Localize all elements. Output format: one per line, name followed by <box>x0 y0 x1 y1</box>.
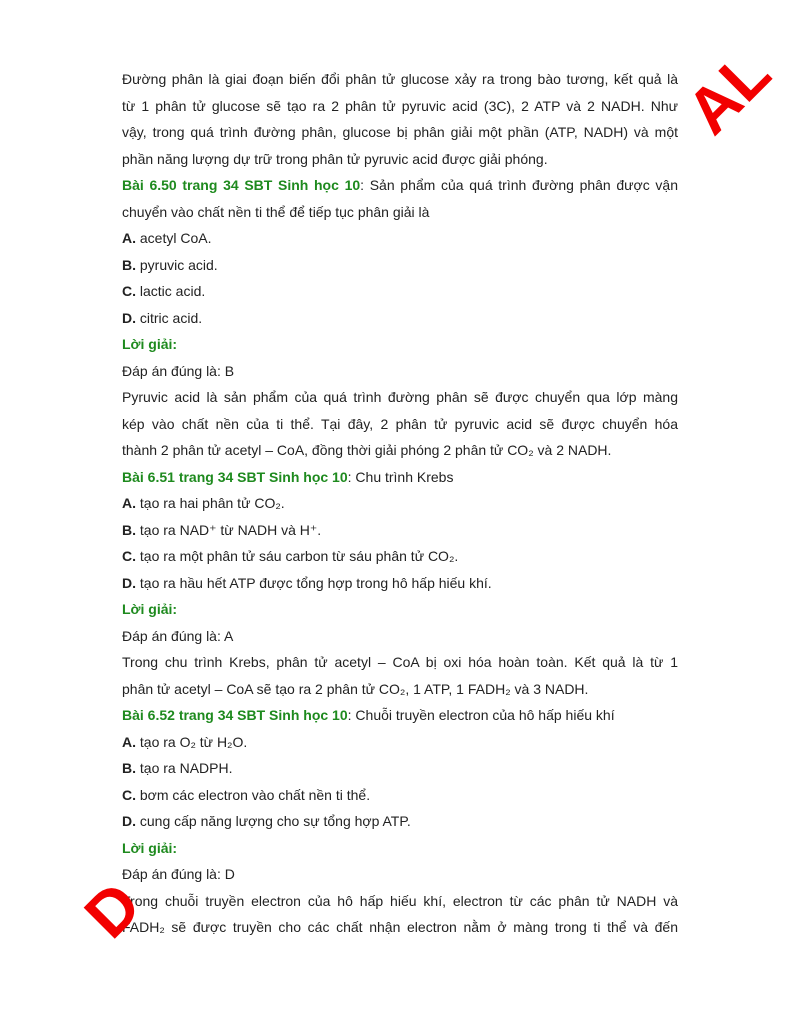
question-stem-line: chuyển vào chất nền ti thể để tiếp tục phân giải là <box>122 203 430 220</box>
option-d: D. tạo ra hầu hết ATP được tổng hợp trong hô hấp hiếu khí. <box>122 574 492 591</box>
option-c: C. bơm các electron vào chất nền ti thể. <box>122 786 371 803</box>
solution-label: Lời giải: <box>122 336 178 352</box>
question-heading <box>122 702 678 729</box>
answer-line: Đáp án đúng là: B <box>122 362 235 379</box>
document-body <box>122 66 678 941</box>
question-title: Bài 6.52 trang 34 SBT Sinh học 10 <box>122 707 348 723</box>
explain-line: phân tử acetyl – CoA sẽ tạo ra 2 phân tử CO₂, 1 ATP, 1 FADH₂ và 3 NADH. <box>122 680 589 697</box>
question-stem: : Sản phẩm của quá trình đường phân được vận <box>360 177 678 193</box>
explain-line: thành 2 phân tử acetyl – CoA, đồng thời giải phóng 2 phân tử CO₂ và 2 NADH. <box>122 442 612 458</box>
answer-line: Đáp án đúng là: D <box>122 866 235 882</box>
option-a: A. acetyl CoA. <box>122 230 212 246</box>
option-a: A. tạo ra hai phân tử CO₂. <box>122 495 285 511</box>
option-c: C. tạo ra một phân tử sáu carbon từ sáu phân tử CO₂. <box>122 548 459 564</box>
explain-line: kép vào chất nền của ti thể. Tại đây, 2 phân tử pyruvic acid sẽ được chuyển hóa <box>122 415 678 432</box>
question-stem: : Chu trình Krebs <box>347 468 454 485</box>
intro-line: từ 1 phân tử glucose sẽ tạo ra 2 phân tử pyruvic acid (3C), 2 ATP và 2 NADH. Như <box>122 97 678 114</box>
solution-label: Lời giải: <box>122 601 178 617</box>
option-d: D. cung cấp năng lượng cho sự tổng hợp ATP. <box>122 813 411 829</box>
option-a: A. tạo ra O₂ từ H₂O. <box>122 733 248 750</box>
watermark-top-right: AL <box>672 36 784 148</box>
intro-line: Đường phân là giai đoạn biến đổi phân tử glucose xảy ra trong bào tương, kết quả là <box>122 71 678 87</box>
question-title: Bài 6.50 trang 34 SBT Sinh học 10 <box>122 177 361 193</box>
option-b: B. tạo ra NAD⁺ từ NADH và H⁺. <box>122 521 322 538</box>
solution-label: Lời giải: <box>122 839 178 856</box>
explain-line: Trong chuỗi truyền electron của hô hấp hiếu khí, electron từ các phân tử NADH và <box>122 892 678 909</box>
option-b: B. tạo ra NADPH. <box>122 760 233 776</box>
question-heading <box>122 464 678 491</box>
intro-line: vậy, trong quá trình đường phân, glucose bị phân giải một phần (ATP, NADH) và một <box>122 124 678 140</box>
option-d: D. citric acid. <box>122 309 203 326</box>
question-title: Bài 6.51 trang 34 SBT Sinh học 10 <box>122 468 348 485</box>
question-stem: : Chuỗi truyền electron của hô hấp hiếu khí <box>347 707 615 723</box>
option-b: B. pyruvic acid. <box>122 256 218 273</box>
explain-line: FADH₂ sẽ được truyền cho các chất nhận electron nằm ở màng trong ti thể và đến <box>122 919 678 935</box>
option-c: C. lactic acid. <box>122 283 206 299</box>
answer-line: Đáp án đúng là: A <box>122 627 234 644</box>
watermark-bottom-left: D <box>70 868 155 952</box>
question-heading <box>122 172 678 199</box>
explain-line: Pyruvic acid là sản phẩm của quá trình đường phân sẽ được chuyển qua lớp màng <box>122 389 678 405</box>
explain-line: Trong chu trình Krebs, phân tử acetyl – CoA bị oxi hóa hoàn toàn. Kết quả là từ 1 <box>122 654 678 670</box>
intro-line: phần năng lượng dự trữ trong phân tử pyruvic acid được giải phóng. <box>122 150 548 167</box>
